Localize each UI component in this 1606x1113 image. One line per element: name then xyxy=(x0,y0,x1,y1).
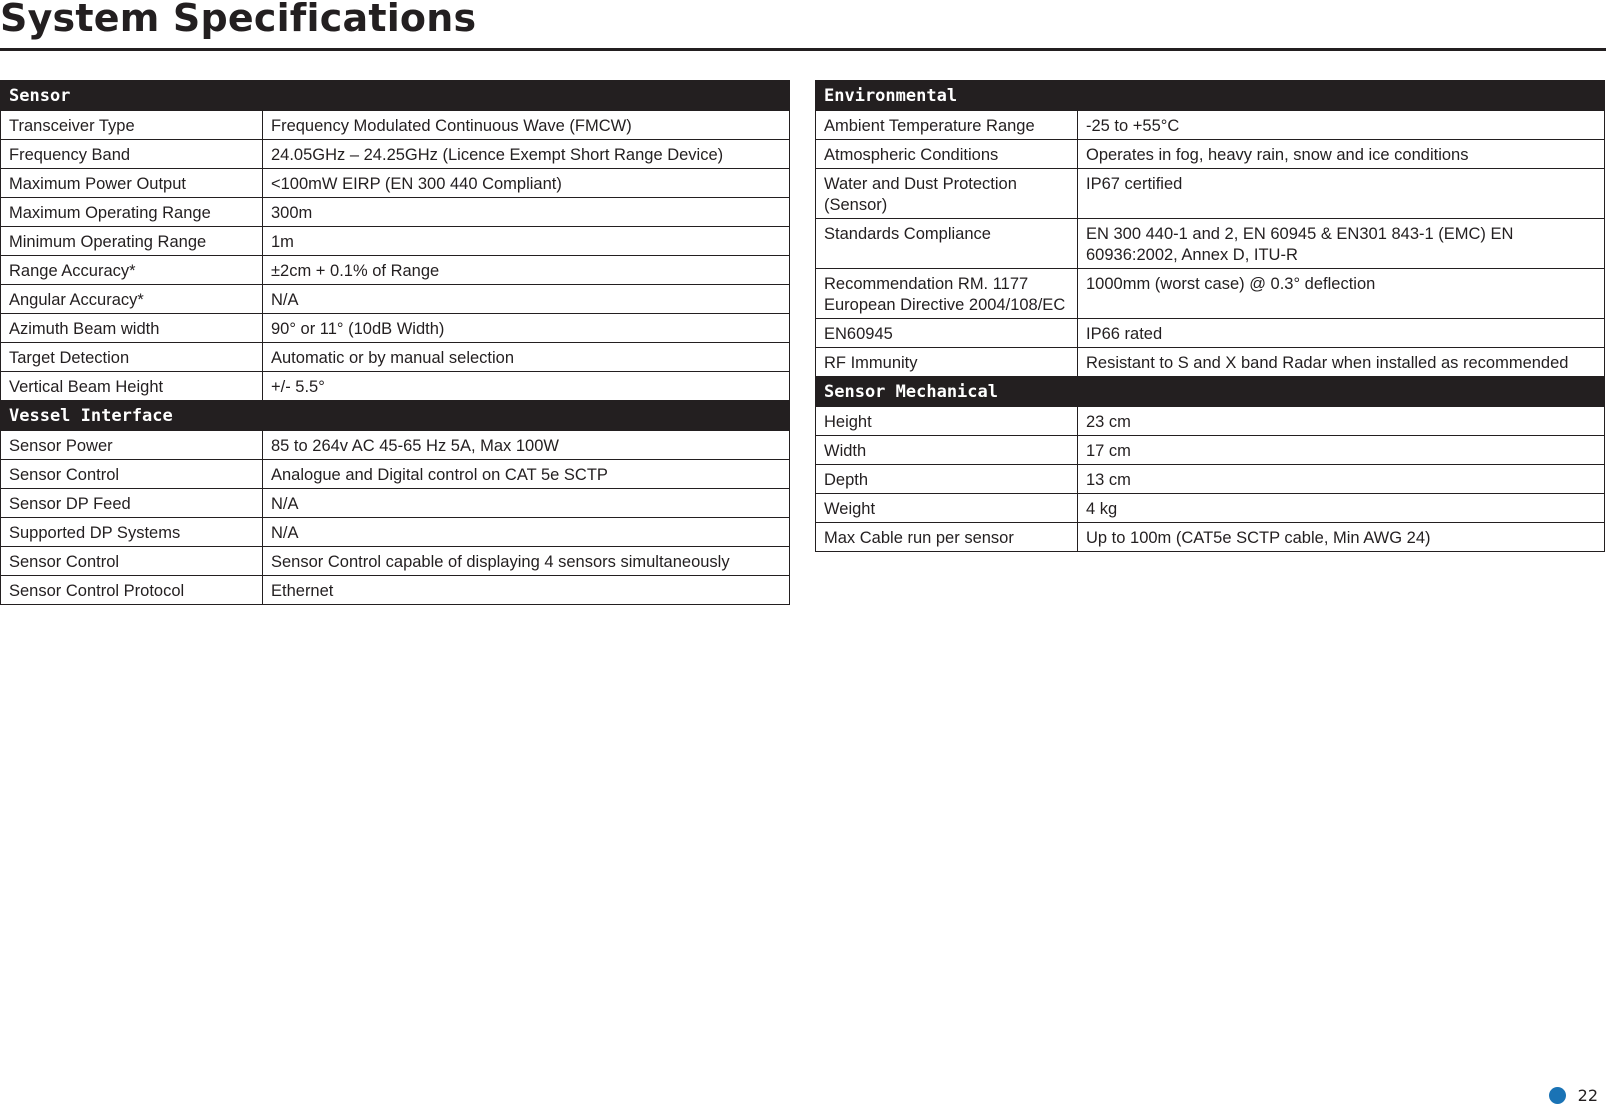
spec-label: Sensor Control xyxy=(1,547,263,576)
spec-label: Target Detection xyxy=(1,343,263,372)
spec-label: Maximum Power Output xyxy=(1,169,263,198)
spec-label: Vertical Beam Height xyxy=(1,372,263,401)
spec-value: Analogue and Digital control on CAT 5e SCTP xyxy=(263,460,790,489)
table-row xyxy=(1,431,790,460)
spec-value: 1m xyxy=(263,227,790,256)
table-row xyxy=(816,523,1605,552)
spec-value: N/A xyxy=(263,489,790,518)
section-title: Vessel Interface xyxy=(1,401,790,431)
page-footer xyxy=(1549,1086,1598,1105)
spec-label: Maximum Operating Range xyxy=(1,198,263,227)
table-row xyxy=(1,169,790,198)
title-divider xyxy=(0,48,1606,51)
spec-label: Water and Dust Protection (Sensor) xyxy=(816,169,1078,219)
section-title: Sensor xyxy=(1,81,790,111)
spec-value: 24.05GHz – 24.25GHz (Licence Exempt Short Range Device) xyxy=(263,140,790,169)
spec-label: Range Accuracy* xyxy=(1,256,263,285)
spec-value: +/- 5.5° xyxy=(263,372,790,401)
table-row xyxy=(816,319,1605,348)
table-row xyxy=(816,169,1605,219)
section-header-sensor-mechanical xyxy=(816,377,1605,407)
table-row xyxy=(1,111,790,140)
spec-value: IP67 certified xyxy=(1078,169,1605,219)
spec-label: Sensor Control xyxy=(1,460,263,489)
spec-value: 13 cm xyxy=(1078,465,1605,494)
spec-label: Height xyxy=(816,407,1078,436)
table-row xyxy=(1,518,790,547)
spec-label: Sensor DP Feed xyxy=(1,489,263,518)
table-row xyxy=(816,407,1605,436)
spec-label: Atmospheric Conditions xyxy=(816,140,1078,169)
table-row xyxy=(816,269,1605,319)
table-row xyxy=(816,494,1605,523)
spec-label: Angular Accuracy* xyxy=(1,285,263,314)
table-row xyxy=(1,372,790,401)
table-row xyxy=(816,465,1605,494)
spec-label: RF Immunity xyxy=(816,348,1078,377)
table-row xyxy=(1,285,790,314)
spec-value: <100mW EIRP (EN 300 440 Compliant) xyxy=(263,169,790,198)
table-row xyxy=(1,314,790,343)
spec-label: Transceiver Type xyxy=(1,111,263,140)
spec-value: Up to 100m (CAT5e SCTP cable, Min AWG 24) xyxy=(1078,523,1605,552)
section-title: Environmental xyxy=(816,81,1605,111)
spec-label: Depth xyxy=(816,465,1078,494)
spec-value: Operates in fog, heavy rain, snow and ice conditions xyxy=(1078,140,1605,169)
spec-value: IP66 rated xyxy=(1078,319,1605,348)
table-row xyxy=(1,489,790,518)
spec-value: 4 kg xyxy=(1078,494,1605,523)
left-spec-table xyxy=(0,80,790,605)
table-row xyxy=(816,111,1605,140)
spec-value: 300m xyxy=(263,198,790,227)
spec-value: 23 cm xyxy=(1078,407,1605,436)
spec-value: -25 to +55°C xyxy=(1078,111,1605,140)
spec-value: N/A xyxy=(263,285,790,314)
page-title: System Specifications xyxy=(0,0,477,40)
section-header-sensor xyxy=(1,81,790,111)
spec-value: Sensor Control capable of displaying 4 sensors simultaneously xyxy=(263,547,790,576)
table-row xyxy=(1,140,790,169)
spec-value: Ethernet xyxy=(263,576,790,605)
table-row xyxy=(816,348,1605,377)
spec-value: Resistant to S and X band Radar when installed as recommended xyxy=(1078,348,1605,377)
spec-label: Sensor Power xyxy=(1,431,263,460)
right-spec-table xyxy=(815,80,1605,552)
spec-label: Supported DP Systems xyxy=(1,518,263,547)
table-row xyxy=(816,436,1605,465)
spec-label: Max Cable run per sensor xyxy=(816,523,1078,552)
spec-label: Sensor Control Protocol xyxy=(1,576,263,605)
spec-value: Frequency Modulated Continuous Wave (FMCW) xyxy=(263,111,790,140)
spec-label: Frequency Band xyxy=(1,140,263,169)
table-row xyxy=(816,140,1605,169)
spec-value: N/A xyxy=(263,518,790,547)
circle-bullet-icon xyxy=(1549,1087,1566,1104)
table-row xyxy=(1,576,790,605)
spec-value: EN 300 440-1 and 2, EN 60945 & EN301 843-1 (EMC) EN 60936:2002, Annex D, ITU-R xyxy=(1078,219,1605,269)
spec-value: 85 to 264v AC 45-65 Hz 5A, Max 100W xyxy=(263,431,790,460)
spec-value: 17 cm xyxy=(1078,436,1605,465)
section-header-environmental xyxy=(816,81,1605,111)
spec-value: 90° or 11° (10dB Width) xyxy=(263,314,790,343)
table-row xyxy=(1,256,790,285)
spec-value: ±2cm + 0.1% of Range xyxy=(263,256,790,285)
spec-label: Azimuth Beam width xyxy=(1,314,263,343)
table-row xyxy=(1,227,790,256)
table-row xyxy=(1,343,790,372)
spec-label: Standards Compliance xyxy=(816,219,1078,269)
spec-value: Automatic or by manual selection xyxy=(263,343,790,372)
spec-label: Width xyxy=(816,436,1078,465)
section-header-vessel-interface xyxy=(1,401,790,431)
page-number: 22 xyxy=(1577,1086,1598,1105)
spec-label: Weight xyxy=(816,494,1078,523)
section-title: Sensor Mechanical xyxy=(816,377,1605,407)
spec-value: 1000mm (worst case) @ 0.3° deflection xyxy=(1078,269,1605,319)
spec-label: Ambient Temperature Range xyxy=(816,111,1078,140)
spec-label: EN60945 xyxy=(816,319,1078,348)
spec-label: Recommendation RM. 1177 European Directive 2004/108/EC xyxy=(816,269,1078,319)
table-row xyxy=(1,460,790,489)
spec-label: Minimum Operating Range xyxy=(1,227,263,256)
table-row xyxy=(1,547,790,576)
table-row xyxy=(1,198,790,227)
table-row xyxy=(816,219,1605,269)
